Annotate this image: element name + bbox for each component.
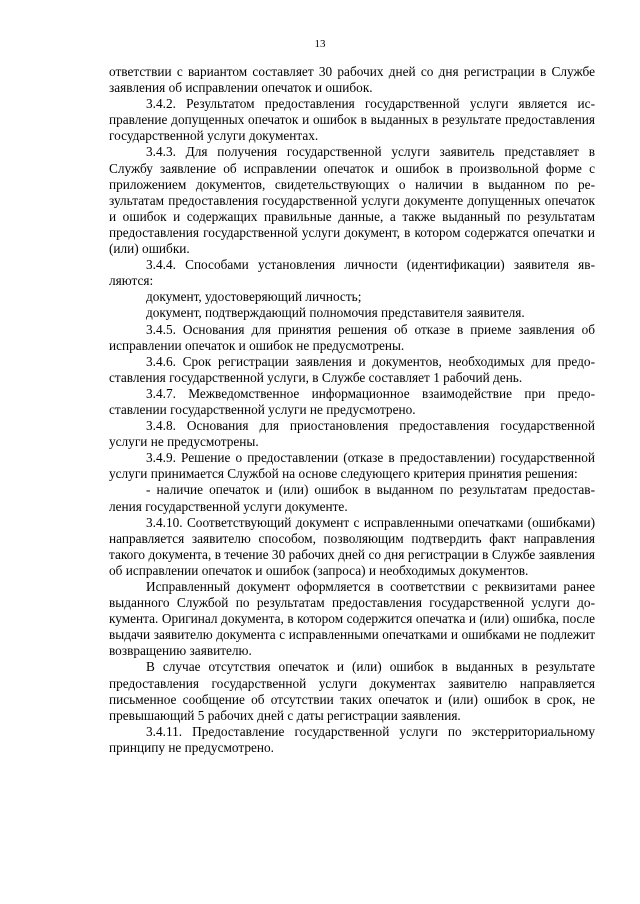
document-body xyxy=(109,64,595,756)
paragraph-3-4-5: 3.4.5. Основания для принятия решения об отказе в приеме заявления об исправлении опечаток и ошибок не предусмотрены. xyxy=(109,321,595,353)
paragraph-3-4-10: 3.4.10. Соответствующий документ с исправленными опечатками (ошибками) направляется заявителю способом, позволяющим подтвердить факт направления такого документа, в течение 30 рабочих дней со дня регистрации в Службе заявления об исправлении опечаток и ошибок (запроса) и необходимых документов. xyxy=(109,514,595,578)
paragraph-3-4-11: 3.4.11. Предоставление государственной услуги по экстерриториальному принципу не предусмотрено. xyxy=(109,723,595,755)
paragraph-3-4-9: 3.4.9. Решение о предоставлении (отказе в предоставлении) государственной услуги принимается Службой на основе следующего критерия принятия решения: xyxy=(109,450,595,482)
paragraph-3-4-4: 3.4.4. Способами установления личности (идентификации) заявителя являются: xyxy=(109,257,595,289)
paragraph-3-4-8: 3.4.8. Основания для приостановления предоставления государственной услуги не предусмотрены. xyxy=(109,418,595,450)
paragraph-3-4-3: 3.4.3. Для получения государственной услуги заявитель представляет в Службу заявление об исправлении опечаток и ошибок в произвольной форме с приложением документов, свидетельствующих о наличии в выданном по результатам предоставления государственной услуги документе допущенных опечаток и ошибок и содержащих правильные данные, а также выданный по результатам предоставления государственной услуги документ, в котором содержатся опечатки и (или) ошибки. xyxy=(109,144,595,257)
paragraph-continuation: ответствии с вариантом составляет 30 рабочих дней со дня регистрации в Службе заявления об исправлении опечаток и ошибок. xyxy=(109,64,595,96)
list-item-identity-document: документ, удостоверяющий личность; xyxy=(146,289,362,305)
paragraph-3-4-7: 3.4.7. Межведомственное информационное взаимодействие при предоставлении государственной услуги не предусмотрено. xyxy=(109,385,595,417)
page-number: 13 xyxy=(314,38,326,50)
list-item-authority-document: документ, подтверждающий полномочия представителя заявителя. xyxy=(146,305,525,321)
paragraph-corrected-document: Исправленный документ оформляется в соответствии с реквизитами ранее выданного Службой по результатам предоставления государственной услуги документа. Оригинал документа, в котором содержится опечатка и (или) ошибка, после выдачи заявителю документа с исправленными опечатками и ошибками не подлежит возвращению заявителю. xyxy=(109,579,595,659)
paragraph-3-4-6: 3.4.6. Срок регистрации заявления и документов, необходимых для предоставления государственной услуги, в Службе составляет 1 рабочий день. xyxy=(109,353,595,385)
paragraph-no-errors: В случае отсутствия опечаток и (или) ошибок в выданных в результате предоставления государственной услуги документах заявителю направляется письменное сообщение об отсутствии таких опечаток и (или) ошибок в срок, не превышающий 5 рабочих дней с даты регистрации заявления. xyxy=(109,659,595,723)
list-item-criterion: - наличие опечаток и (или) ошибок в выданном по результатам предоставления государственной услуги документе. xyxy=(109,482,595,514)
paragraph-3-4-2: 3.4.2. Результатом предоставления государственной услуги является исправление допущенных опечаток и ошибок в выданных в результате предоставления государственной услуги документах. xyxy=(109,96,595,144)
